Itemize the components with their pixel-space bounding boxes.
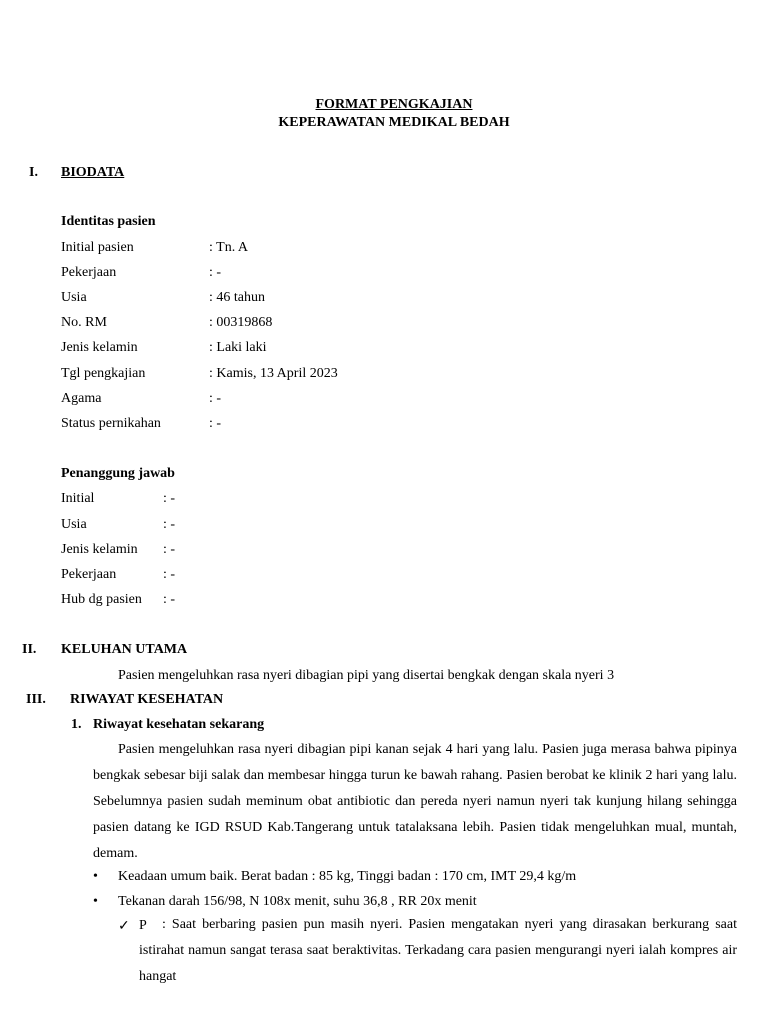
field-value: : Laki laki xyxy=(209,340,267,355)
field-label: Initial pasien xyxy=(61,240,134,255)
riwayat-paragraph: Pasien mengeluhkan rasa nyeri dibagian pipi kanan sejak 4 hari yang lalu. Pasien juga merasa bahwa pipinya bengkak sebesar biji salak dan membesar hingga turun ke bawah rahang. Pasien berobat ke klinik 2 hari yang lalu. Sebelumnya pasien sudah meminum obat antibiotic dan pereda nyeri namun nyeri tak kunjung hilang sehingga pasien datang ke IGD RSUD Kab.Tangerang untuk tatalaksana lebih. Pasien tidak mengeluhkan mual, muntah, demam. xyxy=(93,742,737,861)
document-title: FORMAT PENGKAJIAN xyxy=(315,97,473,112)
bullet-icon: • xyxy=(93,894,98,909)
check-label: P xyxy=(139,918,147,933)
field-value: : Kamis, 13 April 2023 xyxy=(209,366,338,381)
field-label: Jenis kelamin xyxy=(61,340,138,355)
field-value: : - xyxy=(163,491,176,506)
field-label: Jenis kelamin xyxy=(61,542,138,557)
keluhan-text: Pasien mengeluhkan rasa nyeri dibagian pipi yang disertai bengkak dengan skala nyeri 3 xyxy=(118,668,615,683)
identitas-heading: Identitas pasien xyxy=(61,214,156,229)
field-value: : - xyxy=(163,567,176,582)
section-number: III. xyxy=(26,692,46,707)
field-value: : Tn. A xyxy=(209,240,249,255)
field-label: Initial xyxy=(61,491,95,506)
section-number: I. xyxy=(29,165,38,180)
field-label: Agama xyxy=(61,391,102,406)
section-number: II. xyxy=(22,642,37,657)
check-text: : Saat berbaring pasien pun masih nyeri. Pasien mengatakan nyeri yang dirasakan berkurang saat istirahat namun sangat terasa saat beraktivitas. Terkadang cara pasien mengurangi nyeri ialah kompres air hangat xyxy=(139,917,737,984)
checkmark-icon: ✓ xyxy=(118,919,130,934)
document-subtitle: KEPERAWATAN MEDIKAL BEDAH xyxy=(278,115,510,130)
field-value: : - xyxy=(163,517,176,532)
field-label: Hub dg pasien xyxy=(61,592,142,607)
field-label: Tgl pengkajian xyxy=(61,366,146,381)
bullet-icon: • xyxy=(93,869,98,884)
subsection-heading: Riwayat kesehatan sekarang xyxy=(93,717,265,732)
bullet-text: Keadaan umum baik. Berat badan : 85 kg, Tinggi badan : 170 cm, IMT 29,4 kg/m xyxy=(118,869,577,884)
field-label: No. RM xyxy=(61,315,107,330)
section-heading-riwayat: RIWAYAT KESEHATAN xyxy=(70,692,224,707)
field-value: : - xyxy=(163,592,176,607)
section-heading-biodata: BIODATA xyxy=(61,165,125,180)
field-value: : - xyxy=(163,542,176,557)
section-heading-keluhan: KELUHAN UTAMA xyxy=(61,642,188,657)
penanggung-heading: Penanggung jawab xyxy=(61,466,175,481)
field-value: : 46 tahun xyxy=(209,290,265,305)
field-label: Pekerjaan xyxy=(61,567,117,582)
field-value: : - xyxy=(209,416,222,431)
field-value: : - xyxy=(209,391,222,406)
field-value: : 00319868 xyxy=(209,315,273,330)
subsection-number: 1. xyxy=(71,717,82,732)
field-value: : - xyxy=(209,265,222,280)
field-label: Usia xyxy=(61,517,87,532)
field-label: Status pernikahan xyxy=(61,416,161,431)
field-label: Usia xyxy=(61,290,87,305)
field-label: Pekerjaan xyxy=(61,265,117,280)
bullet-text: Tekanan darah 156/98, N 108x menit, suhu 36,8 , RR 20x menit xyxy=(118,894,477,909)
